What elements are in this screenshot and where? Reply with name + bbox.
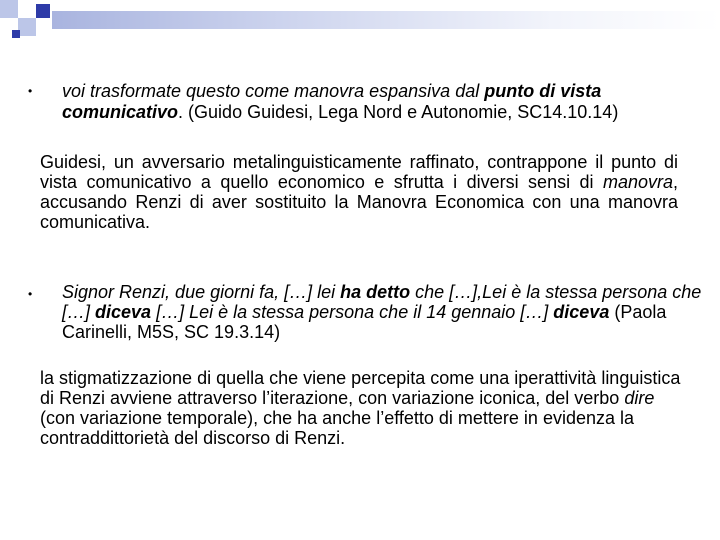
decor-square bbox=[12, 30, 20, 38]
decor-square bbox=[0, 0, 18, 18]
decor-square bbox=[18, 0, 36, 18]
quote-text: voi trasformate questo come manovra espansiva dal bbox=[62, 81, 485, 101]
quote-bold: ha detto bbox=[340, 282, 411, 302]
quote-bold: diceva bbox=[95, 302, 152, 322]
quote-bold: diceva bbox=[553, 302, 610, 322]
commentary-emphasis: dire bbox=[624, 388, 655, 408]
quote-text: che […],Lei è la stessa persona che […] bbox=[62, 282, 702, 322]
quote-bold: punto di vista comunicativo bbox=[62, 81, 602, 122]
commentary-emphasis: manovra bbox=[602, 172, 673, 192]
quote-text: Signor Renzi, due giorni fa, […] lei bbox=[62, 282, 341, 302]
commentary-text: , accusando Renzi di aver sostituito la Manovra Economica con una manovra comunicativa. bbox=[40, 172, 678, 232]
commentary-text: Guidesi, un avversario metalinguisticamente raffinato, contrappone il punto di vista comunicativo a quello economico e sfrutta i diversi sensi di bbox=[40, 152, 678, 192]
header-decoration bbox=[0, 0, 720, 40]
decor-square bbox=[36, 4, 50, 18]
commentary-text: (con variazione temporale), che ha anche l’effetto di mettere in evidenza la contraddittorietà del discorso di Renzi. bbox=[40, 408, 635, 448]
bullet-icon: • bbox=[28, 287, 33, 301]
quote-period: . bbox=[178, 102, 184, 122]
bullet-icon: • bbox=[28, 84, 33, 98]
header-gradient-bar bbox=[52, 11, 720, 29]
quote-attribution: (Guido Guidesi, Lega Nord e Autonomie, SC14.10.14) bbox=[183, 102, 619, 122]
commentary-renzi bbox=[40, 368, 690, 448]
quote-carinelli bbox=[62, 282, 712, 342]
quote-text: […] Lei è la stessa persona che il 14 gennaio […] bbox=[151, 302, 554, 322]
commentary-text: la stigmatizzazione di quella che viene percepita come una iperattività linguistica di Renzi avviene attraverso l’iterazione, con variazione iconica, del verbo bbox=[40, 368, 681, 408]
commentary-guidesi bbox=[40, 152, 678, 232]
quote-guidesi bbox=[62, 81, 712, 123]
quote-attribution: (Paola Carinelli, M5S, SC 19.3.14) bbox=[62, 302, 667, 342]
decor-square bbox=[18, 18, 36, 36]
